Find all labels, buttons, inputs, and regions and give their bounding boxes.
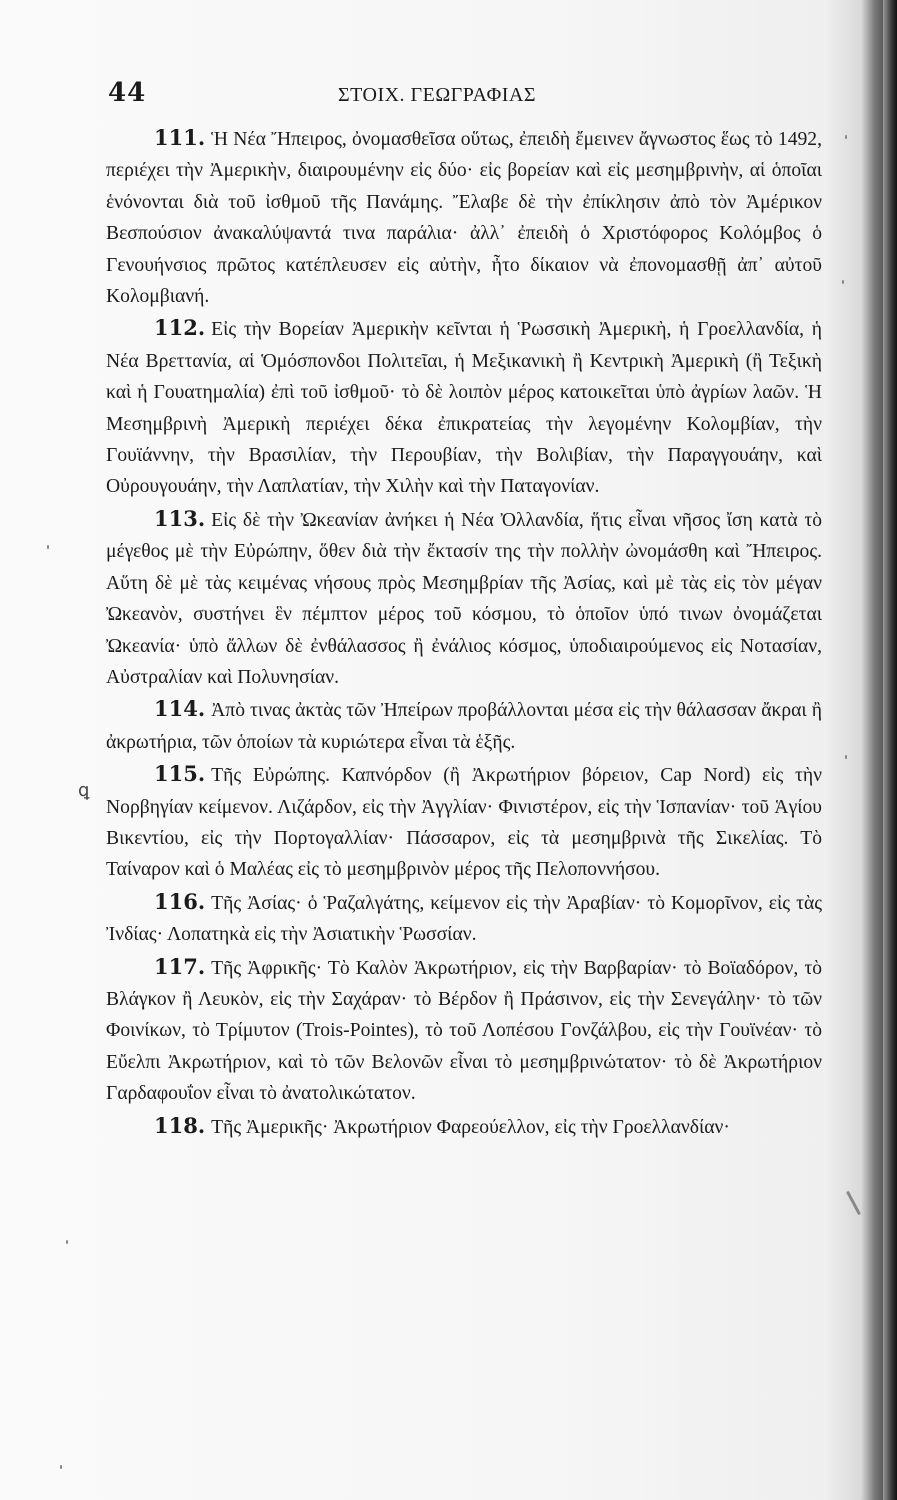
speck [846,1191,861,1215]
paragraph-number: 111. [154,125,206,150]
speck [60,1465,62,1469]
paragraph-number: 118. [154,1112,206,1138]
paragraph-116 [106,886,822,951]
paragraph-117 [106,951,822,1110]
paragraph-text: Εἰς δὲ τὴν Ὠκεανίαν ἀνήκει ἡ Νέα Ὀλλανδία, ἥτις εἶναι νῆσος ἴση κατὰ τὸ μέγεθος μὲ τὴν Εὐρώπην, ὅθεν διὰ τὴν ἔκτασίν της τὴν πολλὴν ὠνομάσθη καὶ Ἤπειρος. Αὕτη δὲ μὲ τὰς κειμένας νήσους πρὸς Μεσημβρίαν τῆς Ἀσίας, καὶ μὲ τὰς εἰς τὸν μέγαν Ὠκεανὸν, συστήνει ἓν πέμπτον μέρος τοῦ κόσμου, τὸ ὁποῖον ὑπό τινων ὀνομάζεται Ὠκεανία· ὑπὸ ἄλλων δὲ ἐνθάλασσος ἢ ἐνάλιος κόσμος, ὑποδιαιρούμενος εἰς Νοτασίαν, Αὐστραλίαν καὶ Πολυνησίαν. [106,509,822,688]
speck [47,545,49,549]
paragraph-111 [106,122,822,312]
paragraph-text: Εἰς τὴν Βορείαν Ἀμερικὴν κεῖνται ἡ Ῥωσσικὴ Ἀμερικὴ, ἡ Γροελλανδία, ἡ Νέα Βρεττανία, αἱ Ὁμόσπονδοι Πολιτεῖαι, ἡ Μεξικανικὴ ἢ Κεντρικὴ Ἀμερικὴ (ἢ Τεξικὴ καὶ ἡ Γουατημαλία) ἐπὶ τοῦ ἰσθμοῦ· τὸ δὲ λοιπὸν μέρος κατοικεῖται ὑπὸ ἀγρίων λαῶν. Ἡ Μεσημβρινὴ Ἀμερικὴ περιέχει δέκα ἐπικρατείας τὴν λεγομένην Κολομβίαν, τὴν Γουϊάννην, τὴν Βρασιλίαν, τὴν Περουβίαν, τὴν Βολιβίαν, τὴν Παραγγουάην, καὶ Οὐρουγουάην, τὴν Λαπλατίαν, τὴν Χιλὴν καὶ τὴν Παταγονίαν. [106,319,822,498]
speck [66,1240,68,1244]
running-title: ΣΤΟΙΧ. ΓΕΩΓΡΑΦΙΑΣ [338,84,537,106]
paragraph-115 [106,758,822,886]
paragraph-number: 112. [154,315,206,341]
speck [842,280,844,284]
paragraph-text: Τῆς Ἀφρικῆς· Τὸ Καλὸν Ἀκρωτήριον, εἰς τὴν Βαρβαρίαν· τὸ Βοϊαδόρον, τὸ Βλάγκον ἢ Λευκὸν, εἰς τὴν Σαχάραν· τὸ Βέρδον ἢ Πράσινον, εἰς τὴν Σενεγάλην· τὸ τῶν Φοινίκων, τὸ Τρίμυτον (Trois-Pointes), τὸ τοῦ Λοπέσου Γονζάλβου, εἰς τὴν Γουϊνέαν· τὸ Εὔελπι Ἀκρωτήριον, καὶ τὸ τῶν Βελονῶν εἶναι τὸ μεσημβρινώτατον· τὸ δὲ Ἀκρωτήριον Γαρδαφουΐον εἶναι τὸ ἀνατολικώτατον. [106,957,822,1105]
speck [845,755,847,759]
paragraph-text: Τῆς Εὐρώπης. Καπνόρδον (ἢ Ἀκρωτήριον βόρειον, Cap Nord) εἰς τὴν Νορβηγίαν κείμενον. Λιζάρδον, εἰς τὴν Ἀγγλίαν· Φινιστέρον, εἰς τὴν Ἱσπανίαν· τοῦ Ἁγίου Βικεντίου, εἰς τὴν Πορτογαλλίαν· Πάσσαρον, εἰς τὰ μεσημβρινὰ τῆς Σικελίας. Τὸ Ταίναρον καὶ ὁ Μαλέας εἰς τὸ μεσημβρινὸν μέρος τῆς Πελοποννήσου. [106,765,822,881]
speck [845,135,847,139]
paragraph-number: 113. [154,505,206,531]
paragraph-number: 115. [154,761,206,787]
body-text [106,122,822,1143]
paragraph-118 [106,1110,822,1143]
paragraph-text: Τῆς Ἀσίας· ὁ Ῥαζαλγάτης, κείμενον εἰς τὴν Ἀραβίαν· τὸ Κομορῖνον, εἰς τὰς Ἰνδίας· Λοπατηκὰ εἰς τὴν Ἀσιατικὴν Ῥωσσίαν. [106,892,822,946]
paragraph-text: Ἡ Νέα Ἤπειρος, ὀνομασθεῖσα οὕτως, ἐπειδὴ ἔμεινεν ἄγνωστος ἕως τὸ 1492, περιέχει τὴν Ἀμερικὴν, διαιρουμένην εἰς δύο· εἰς βορείαν καὶ εἰς μεσημβρινὴν, αἱ ὁποῖαι ἑνόνονται διὰ τοῦ ἰσθμοῦ τῆς Πανάμης. Ἔλαβε δὲ τὴν ἐπίκλησιν ἀπὸ τὸν Ἀμέρικον Βεσπούσιον ἀνακαλύψαντά τινα παράλια· ἀλλ᾽ ἐπειδὴ ὁ Χριστόφορος Κολόμβος ὁ Γενουήνσιος πρῶτος κατέπλευσεν εἰς αὐτὴν, ἦτο δίκαιον νὰ ἐπονομασθῇ ἀπ᾽ αὐτοῦ Κολομβιανή. [106,129,822,308]
paragraph-number: 116. [154,888,206,914]
paragraph-113 [106,503,822,693]
book-binding-edge [883,0,897,1500]
margin-mark: ꝗ [78,780,90,801]
paragraph-number: 117. [154,953,206,979]
page-number: 44 [108,78,147,108]
paragraph-text: Ἀπὸ τινας ἀκτὰς τῶν Ἠπείρων προβάλλονται μέσα εἰς τὴν θάλασσαν ἄκραι ἢ ἀκρωτήρια, τῶν ὁποίων τὰ κυριώτερα εἶναι τὰ ἑξῆς. [106,700,822,753]
paragraph-text: Τῆς Ἀμερικῆς· Ἀκρωτήριον Φαρεούελλον, εἰς τὴν Γροελλανδίαν· [211,1116,730,1138]
page-header [108,78,820,112]
paragraph-number: 114. [154,696,206,722]
paragraph-114 [106,693,822,758]
paragraph-112 [106,312,822,502]
